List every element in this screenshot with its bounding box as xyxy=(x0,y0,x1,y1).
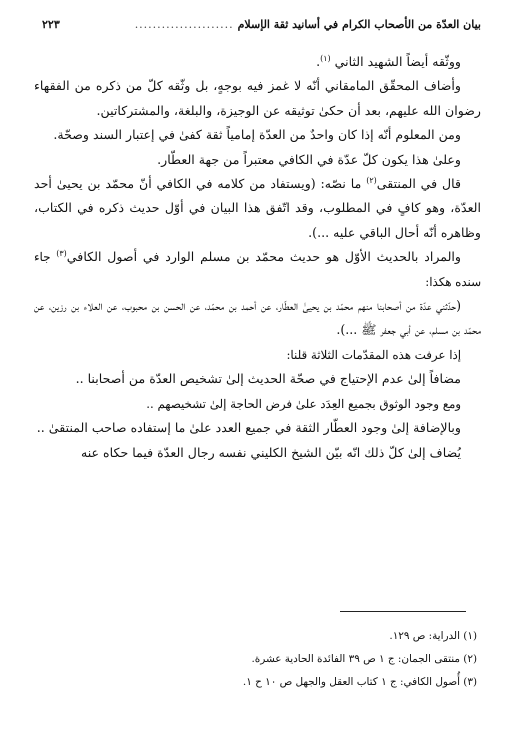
paragraph-text: قال في المنتقى xyxy=(376,176,461,192)
paragraph: وعلىٰ هذا يكون كلّ عدّة في الكافي معتبراً من جهة العطّار. xyxy=(157,151,461,167)
paragraph: وأضاف المحقّق المامقاني أنّه لا غمز فيه بوجهٍ، بل وثّقه كلّ من ذكره من الفقهاء رضوان الله عليهم، بعد أن حكىٰ توثيقه عن الوجيزة، والبلغة، والمشتركاتين. xyxy=(34,78,481,118)
main-text xyxy=(34,50,481,465)
footnote: (١) الدراية: ص ١٢٩. xyxy=(389,630,477,642)
header-leader-dots: ...................... xyxy=(134,18,234,31)
paragraph-text: ما نصّه: (ويستفاد من كلامه في الكافي أنّ محمّد بن يحيىٰ أحد العدّة، وهو كافٍ في المطلوب، وقد اتّفق هذا البيان في أوّل حديث ذكره في الكتاب، وظاهره أنّه أحال الباقي عليه ...). xyxy=(34,176,481,240)
paragraph-text: . xyxy=(316,54,321,69)
footnote-ref: (٢) xyxy=(366,175,377,185)
page-number: ٢٢٣ xyxy=(42,18,60,31)
footnote-ref: (١) xyxy=(320,53,331,63)
paragraph: ومع وجود الوثوق بجميع العِدَد علىٰ فرض الحاجة إلىٰ تشخيصهم .. xyxy=(146,396,461,411)
running-header xyxy=(42,18,481,31)
footnote-ref: (٣) xyxy=(56,249,67,259)
paragraph: وبالإضافة إلىٰ وجود العطّار الثقة في جميع العدد علىٰ ما إستفاده صاحب المنتقىٰ .. xyxy=(36,420,461,436)
paragraph xyxy=(34,50,481,74)
header-title: بيان العدّة من الأصحاب الكرام في أسانيد ثقة الإسلام xyxy=(237,18,481,31)
paragraph: يُضاف إلىٰ كلّ ذلك انّه بيّن الشيخ الكليني نفسه رجال العدّة فيما حكاه عنه xyxy=(80,444,461,460)
paragraph-text: والمراد بالحديث الأوّل هو حديث محمّد بن مسلم الوارد في أصول الكافي xyxy=(66,249,461,265)
footnote-separator xyxy=(340,611,466,612)
quotation: (حدّثني عدّة من أصحابنا منهم محمّد بن يحيىٰ العطّار، عن أحمد بن محمّد، عن الحسن بن محبوب، عن العلاء بن رزين، عن محمّد بن مسلم، عن أبي جعفر ﷺ ...). xyxy=(34,298,481,338)
paragraph xyxy=(34,245,481,294)
paragraph-text: ووثّقه أيضاً الشهيد الثاني xyxy=(334,54,461,69)
paragraph: ومن المعلوم أنّه إذا كان واحدٌ من العدّة إمامياً ثقة كفىٰ في إعتبار السند وصحّة. xyxy=(53,127,461,143)
paragraph xyxy=(34,172,481,245)
paragraph-text: جاء سنده هكذا: xyxy=(34,250,481,289)
footnote: (٣) أُصول الكافي: ج ١ كتاب العقل والجهل ص ١٠ ح ١. xyxy=(242,676,477,688)
paragraph: مضافاً إلىٰ عدم الإحتياج في صحّة الحديث إلىٰ تشخيص العدّة من أصحابنا .. xyxy=(75,371,461,387)
footnote: (٢) منتقى الجمان: ج ١ ص ٣٩ الفائدة الحادية عشرة. xyxy=(251,653,477,665)
footnotes xyxy=(38,625,477,694)
paragraph: إذا عرفت هذه المقدّمات الثلاثة قلنا: xyxy=(286,347,461,362)
